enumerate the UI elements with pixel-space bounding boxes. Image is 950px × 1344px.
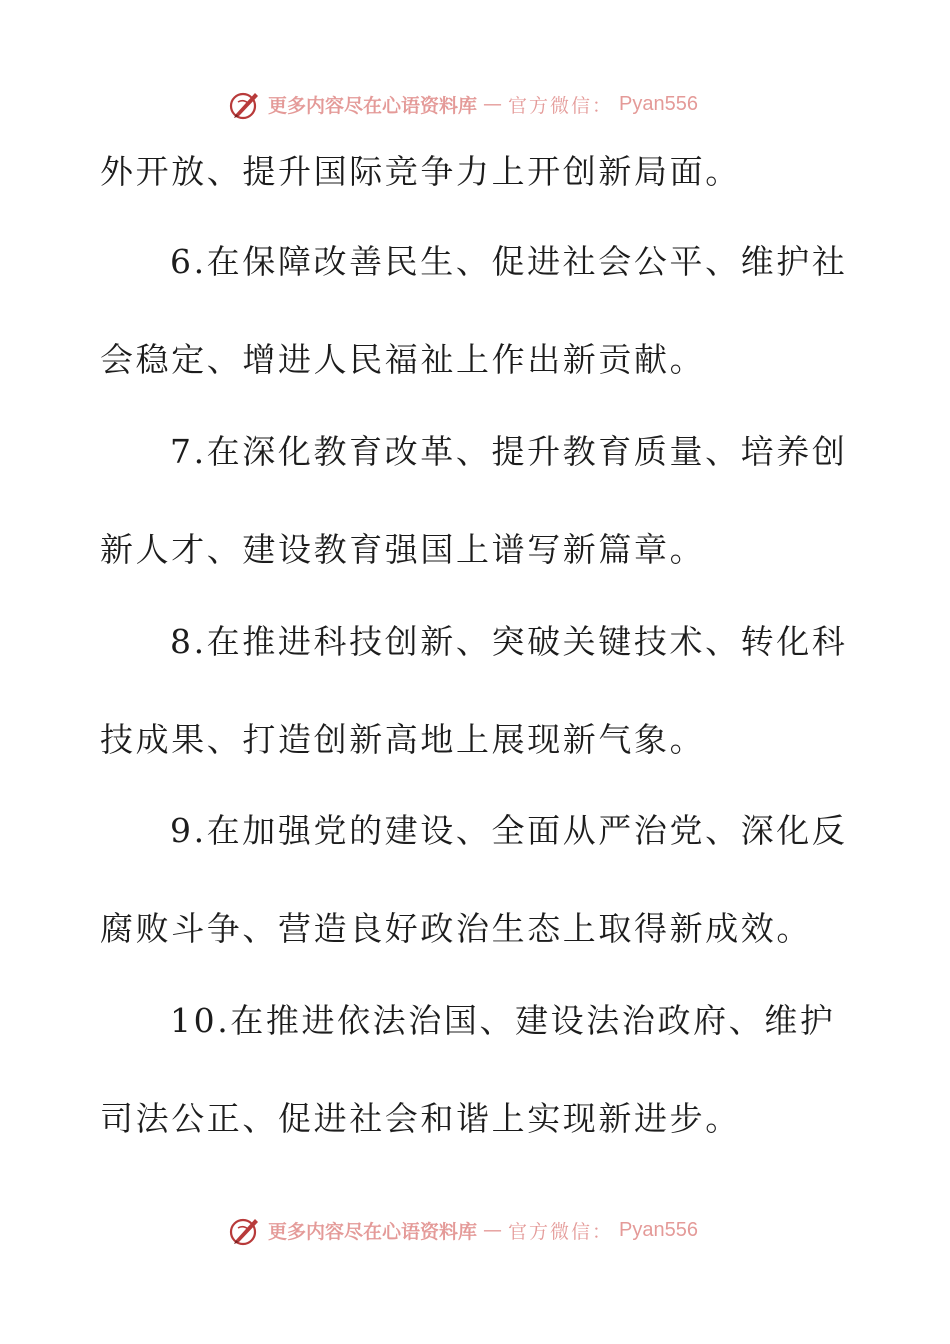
footer-site-name: 更多内容尽在心语资料库 <box>268 1220 478 1243</box>
body-line-11: 司法公正、促进社会和谐上实现新进步。 <box>100 1099 741 1138</box>
body-line-2: 6.在保障改善民生、促进社会公平、维护社 <box>170 242 848 281</box>
footer-wechat-label: 官方微信： <box>508 1220 614 1243</box>
pen-logo-icon <box>228 87 262 121</box>
footer-watermark-banner <box>228 1212 698 1248</box>
footer-dash: — <box>483 1219 503 1241</box>
body-line-3: 会稳定、增进人民福祉上作出新贡献。 <box>100 340 706 379</box>
body-line-6: 8.在推进科技创新、突破关键技术、转化科 <box>170 622 848 661</box>
body-line-10: 10.在推进依法治国、建设法治政府、维护 <box>170 1001 836 1040</box>
body-line-7: 技成果、打造创新高地上展现新气象。 <box>100 720 706 759</box>
header-dash: — <box>483 93 503 115</box>
body-line-5: 新人才、建设教育强国上谱写新篇章。 <box>100 530 706 569</box>
header-wechat-id: Pyan556 <box>619 92 698 115</box>
body-line-4: 7.在深化教育改革、提升教育质量、培养创 <box>170 432 848 471</box>
body-line-9: 腐败斗争、营造良好政治生态上取得新成效。 <box>100 909 812 948</box>
body-line-8: 9.在加强党的建设、全面从严治党、深化反 <box>170 811 848 850</box>
header-watermark-banner <box>228 86 698 122</box>
header-site-name: 更多内容尽在心语资料库 <box>268 94 478 117</box>
body-line-1: 外开放、提升国际竞争力上开创新局面。 <box>100 152 741 191</box>
header-wechat-label: 官方微信： <box>508 94 614 117</box>
pen-logo-icon <box>228 1213 262 1247</box>
footer-wechat-id: Pyan556 <box>619 1218 698 1241</box>
